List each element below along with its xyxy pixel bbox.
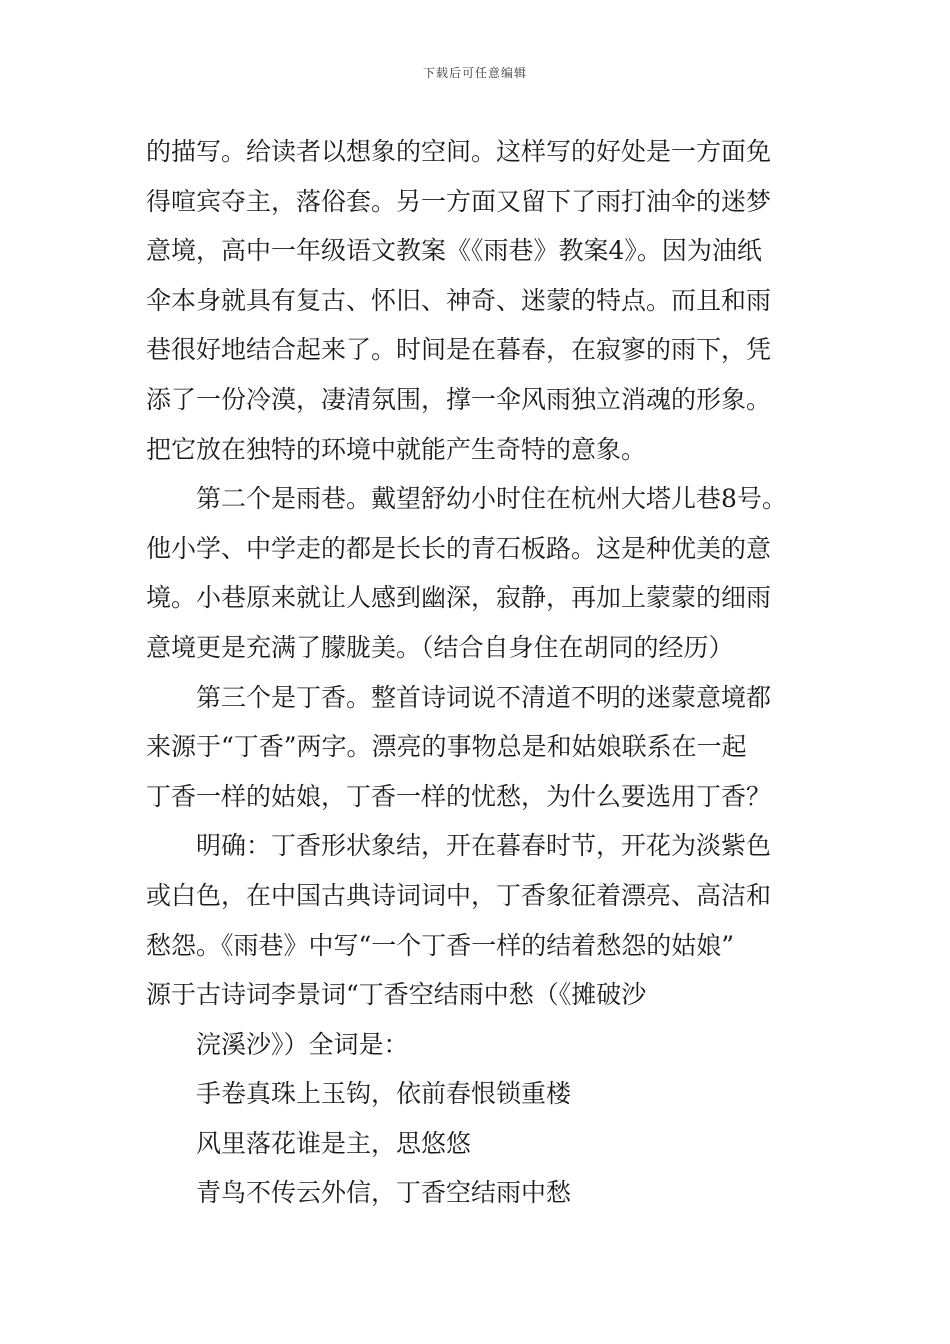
text-line-6: 添了一份冷漠，凄清氛围，撑一伞风雨独立消魂的形象。 [146, 384, 772, 414]
text-line-2: 得喧宾夺主，落俗套。另一方面又留下了雨打油伞的迷梦 [146, 186, 772, 216]
document-body [146, 127, 808, 1218]
text-line-3: 意境，高中一年级语文教案《《雨巷》教案4》。因为油纸 [146, 236, 762, 266]
text-line-9: 他小学、中学走的都是长长的青石板路。这是种优美的意 [146, 533, 772, 563]
text-line-11: 意境更是充满了朦胧美。（结合自身住在胡同的经历） [146, 632, 734, 662]
text-line-1: 的描写。给读者以想象的空间。这样写的好处是一方面免 [146, 137, 772, 166]
text-line-18: 源于古诗词李景词“丁香空结雨中愁（《摊破沙 [146, 980, 647, 1010]
text-line-12: 第三个是丁香。整首诗词说不清道不明的迷蒙意境都 [196, 682, 772, 712]
text-line-4: 伞本身就具有复古、怀旧、神奇、迷蒙的特点。而且和雨 [146, 285, 772, 315]
text-line-14: 丁香一样的姑娘，丁香一样的忧愁，为什么要选用丁香？ [146, 781, 772, 811]
text-line-17: 愁怨。《雨巷》中写“一个丁香一样的结着愁怨的姑娘” [146, 930, 735, 960]
text-line-5: 巷很好地结合起来了。时间是在暮春，在寂寥的雨下，凭 [146, 335, 772, 365]
text-line-15: 明确：丁香形状象结，开在暮春时节，开花为淡紫色 [196, 831, 772, 861]
text-line-16: 或白色，在中国古典诗词词中，丁香象征着漂亮、高洁和 [146, 880, 772, 910]
text-line-8: 第二个是雨巷。戴望舒幼小时住在杭州大塔儿巷8号。 [196, 484, 787, 514]
text-line-13: 来源于“丁香”两字。漂亮的事物总是和姑娘联系在一起 [146, 732, 747, 762]
poem-line-1: 手卷真珠上玉钩，依前春恨锁重楼 [196, 1079, 572, 1109]
poem-line-3: 青鸟不传云外信，丁香空结雨中愁 [196, 1178, 572, 1208]
text-line-10: 境。小巷原来就让人感到幽深，寂静，再加上蒙蒙的细雨 [146, 583, 772, 613]
text-line-7: 把它放在独特的环境中就能产生奇特的意象。 [146, 434, 647, 464]
poem-line-2: 风里落花谁是主，思悠悠 [196, 1128, 472, 1158]
text-line-19: 浣溪沙》）全词是： [196, 1029, 409, 1059]
page-header: 下载后可任意编辑 [422, 66, 527, 80]
